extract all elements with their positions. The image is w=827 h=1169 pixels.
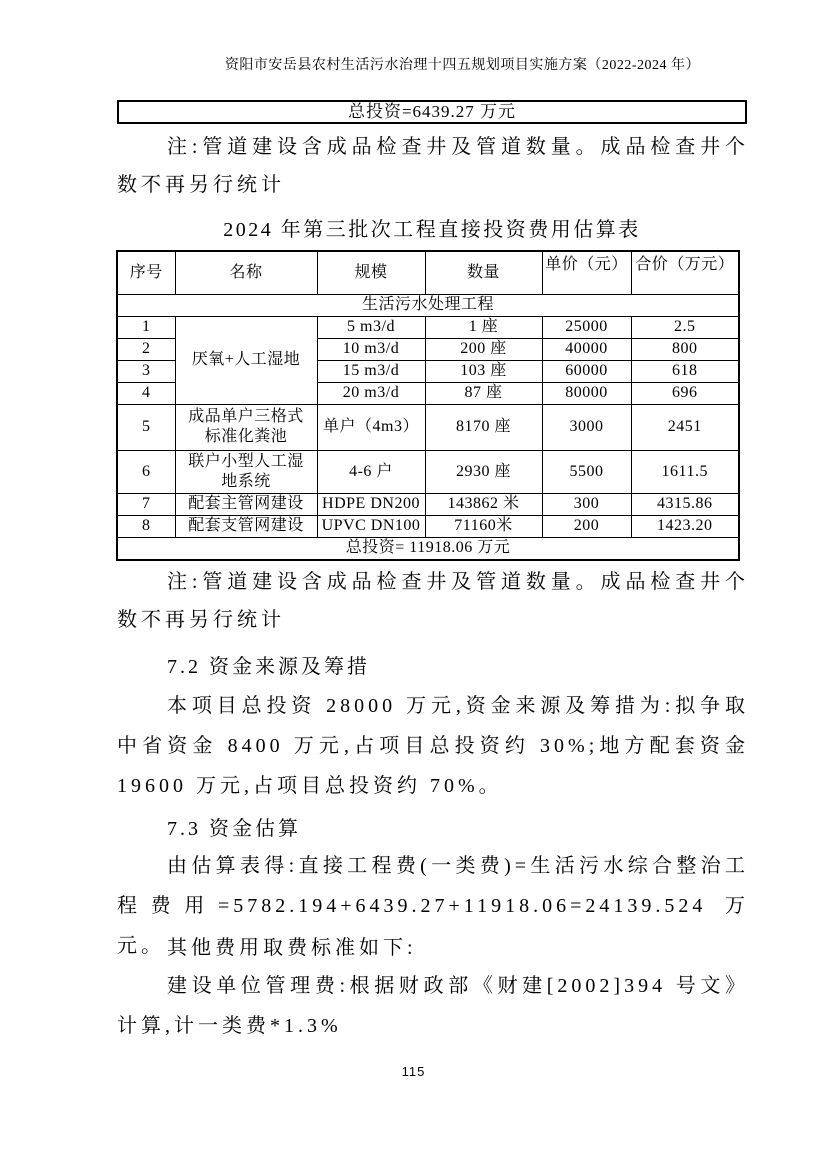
cell-total-price: 1611.5 — [631, 450, 739, 493]
cell-quantity: 8170 座 — [425, 404, 542, 450]
table-total-label: 总投资= 11918.06 万元 — [117, 537, 739, 560]
cell-scale: UPVC DN100 — [317, 515, 425, 537]
cell-quantity: 2930 座 — [425, 450, 542, 493]
table-row — [117, 515, 739, 537]
cell-serial: 1 — [117, 316, 175, 338]
note-paragraph-top: 注:管道建设含成品检查井及管道数量。成品检查井个数不再另行统计 — [117, 136, 749, 196]
cell-unit-price: 200 — [542, 515, 631, 537]
note-paragraph-bottom: 注:管道建设含成品检查井及管道数量。成品检查井个数不再另行统计 — [117, 571, 749, 631]
cell-unit-price: 40000 — [542, 338, 631, 360]
cell-scale: 15 m3/d — [317, 360, 425, 382]
cell-unit-price: 3000 — [542, 404, 631, 450]
cell-scale: 10 m3/d — [317, 338, 425, 360]
cell-scale: 4-6 户 — [317, 450, 425, 493]
cell-serial: 7 — [117, 493, 175, 515]
section-heading-7-3: 7.3 资金估算 — [167, 818, 301, 840]
table-row — [117, 493, 739, 515]
cell-scale: 20 m3/d — [317, 382, 425, 404]
cell-serial: 2 — [117, 338, 175, 360]
cell-scale: 5 m3/d — [317, 316, 425, 338]
cell-quantity: 143862 米 — [425, 493, 542, 515]
total-investment-box: 总投资=6439.27 万元 — [117, 100, 747, 124]
cell-scale: 单户（4m3） — [317, 404, 425, 450]
column-header-total-price: 合价（万元） — [631, 251, 739, 294]
cell-total-price: 2451 — [631, 404, 739, 450]
cell-quantity: 103 座 — [425, 360, 542, 382]
cell-name: 配套支管网建设 — [175, 515, 317, 537]
table-section-row — [117, 294, 739, 316]
cell-total-price: 2.5 — [631, 316, 739, 338]
other-fees-intro-line: 其他费用取费标准如下: — [167, 937, 417, 959]
cell-scale: HDPE DN200 — [317, 493, 425, 515]
table-header-row — [117, 251, 739, 294]
table-title: 2024 年第三批次工程直接投资费用估算表 — [223, 219, 641, 241]
cell-total-price: 800 — [631, 338, 739, 360]
cell-serial: 8 — [117, 515, 175, 537]
section-heading-7-2: 7.2 资金来源及筹措 — [167, 656, 370, 678]
cell-unit-price: 60000 — [542, 360, 631, 382]
cell-total-price: 618 — [631, 360, 739, 382]
cell-serial: 6 — [117, 450, 175, 493]
document-header: 资阳市安岳县农村生活污水治理十四五规划项目实施方案（2022-2024 年） — [224, 58, 700, 73]
section-label: 生活污水处理工程 — [117, 294, 739, 316]
column-header-unit-price: 单价（元） — [542, 251, 631, 294]
cell-unit-price: 80000 — [542, 382, 631, 404]
cell-quantity: 87 座 — [425, 382, 542, 404]
cell-total-price: 4315.86 — [631, 493, 739, 515]
section-paragraph-7-2: 本项目总投资 28000 万元,资金来源及筹措为:拟争取中省资金 8400 万元,占项目总投资约 30%;地方配套资金 19600 万元,占项目总投资约 70%。 — [117, 695, 749, 797]
table-total-row — [117, 537, 739, 560]
cell-quantity: 1 座 — [425, 316, 542, 338]
cell-serial: 3 — [117, 360, 175, 382]
cell-name: 厌氧+人工湿地 — [175, 316, 317, 404]
table-row — [117, 450, 739, 493]
estimate-table — [116, 250, 740, 561]
cell-name: 配套主管网建设 — [175, 493, 317, 515]
cell-unit-price: 25000 — [542, 316, 631, 338]
cell-serial: 5 — [117, 404, 175, 450]
table-row — [117, 404, 739, 450]
column-header-name: 名称 — [175, 251, 317, 294]
cell-name: 联户小型人工湿地系统 — [175, 450, 317, 493]
management-fee-paragraph: 建设单位管理费:根据财政部《财建[2002]394 号文》计算,计一类费*1.3% — [117, 975, 749, 1037]
page-number: 115 — [401, 1064, 426, 1079]
cell-quantity: 71160米 — [425, 515, 542, 537]
cell-unit-price: 300 — [542, 493, 631, 515]
cell-total-price: 1423.20 — [631, 515, 739, 537]
cell-quantity: 200 座 — [425, 338, 542, 360]
table-row — [117, 316, 739, 338]
column-header-quantity: 数量 — [425, 251, 542, 294]
cell-name: 成品单户三格式标准化粪池 — [175, 404, 317, 450]
section-paragraph-7-3: 由估算表得:直接工程费(一类费)=生活污水综合整治工程费用=5782.194+6439.27+11918.06=24139.524 万元。 — [117, 855, 749, 957]
column-header-scale: 规模 — [317, 251, 425, 294]
cell-unit-price: 5500 — [542, 450, 631, 493]
column-header-serial: 序号 — [117, 251, 175, 294]
cell-total-price: 696 — [631, 382, 739, 404]
cell-serial: 4 — [117, 382, 175, 404]
